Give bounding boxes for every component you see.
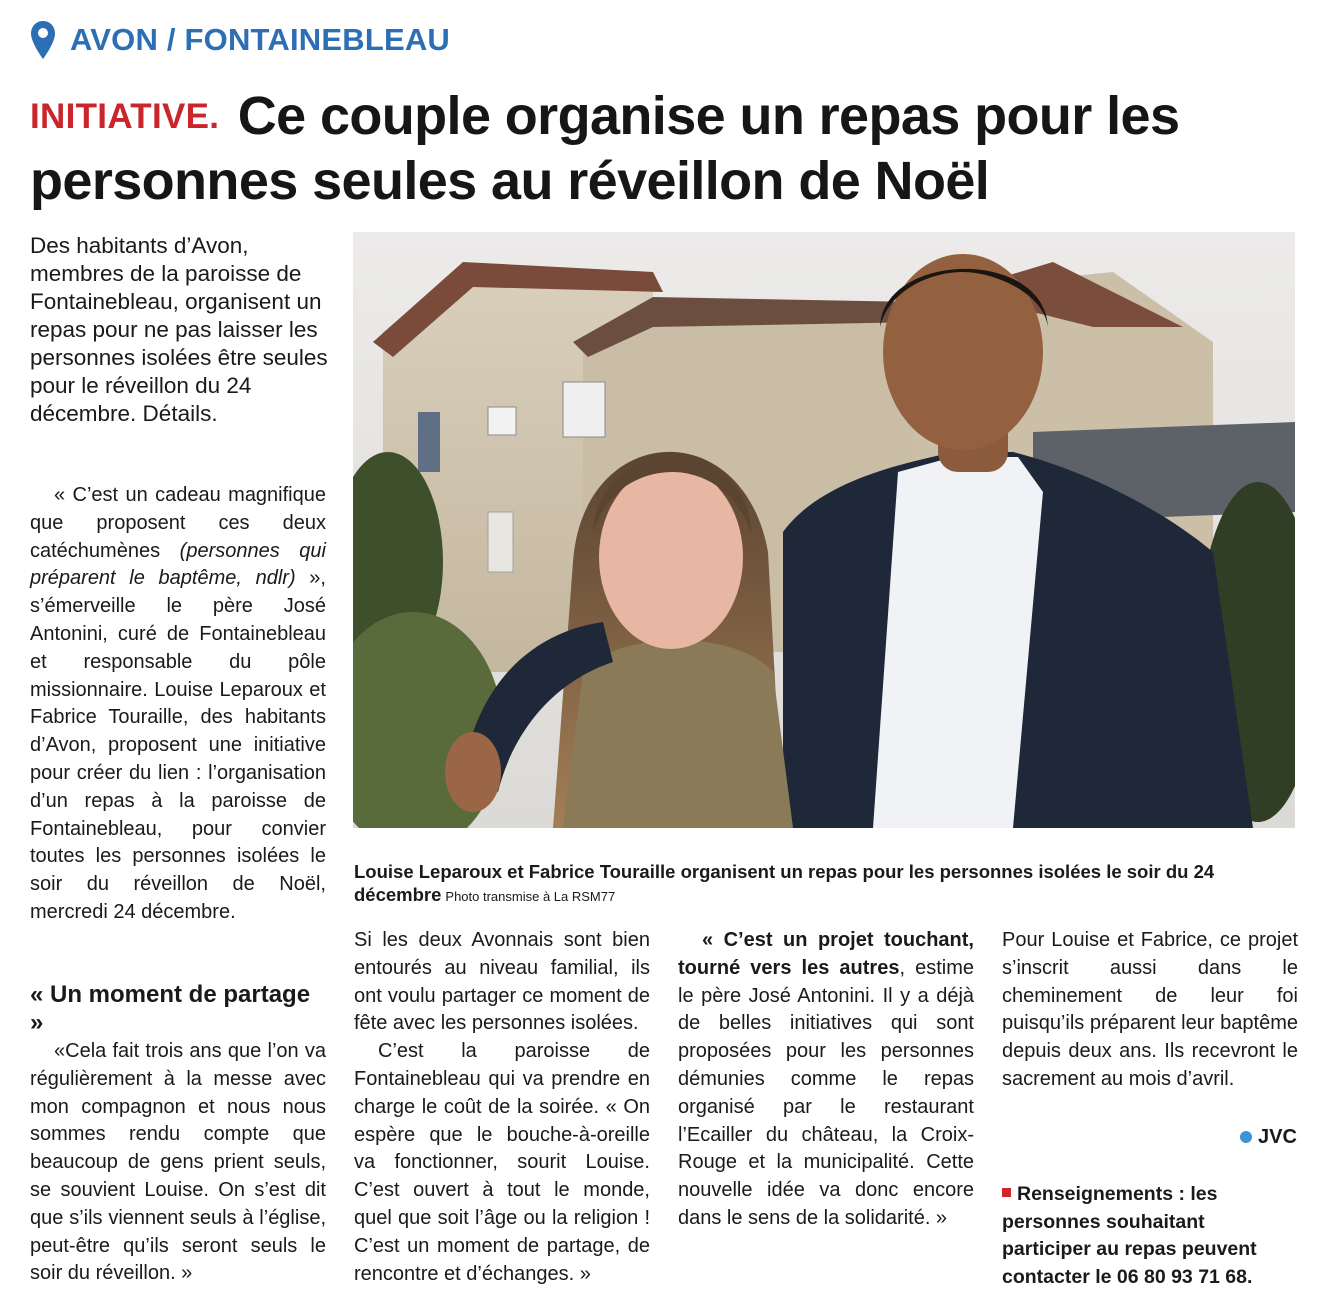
quote-part: On s’est dit que s’ils viennent seuls à l’église, peut-être qu’ils seront seuls le soir du réveillon. » [30,1178,326,1285]
caption-text: Louise Leparoux et Fabrice Touraille organisent un repas pour les personnes isolées le soir du 24 décembre [354,861,1215,905]
article-column-3 [678,927,974,1233]
article-column-1-continued [30,1038,326,1288]
paragraph-3 [354,1038,650,1288]
quote-part: C’est ouvert à tout le monde, quel que soit l’âge ou la religion ! C’est un moment de partage, de rencontre et d’échanges. » [354,1179,650,1285]
photo-credit: Photo transmise à La RSM77 [445,889,616,904]
photo-illustration [353,232,1295,828]
headline-kicker: INITIATIVE. [30,97,220,136]
paragraph-2-end [354,927,650,1038]
quote-part: « C’est un projet touchant, tourné vers les autres [678,929,974,979]
attribution-text: , sourit Louise. [492,1151,650,1174]
article-photo [353,232,1295,828]
quote-part: Il y a déjà de belles initiatives qui sont proposées pour les personnes démunies comme le repas organisé par le restaurant l’Ecailler du château, la Croix-Rouge et la municipalité. Cette nouvelle idée va donc encore dans le sens de la solidarité. » [678,984,975,1229]
headline-title: Ce couple organise un repas pour les personnes seules au réveillon de Noël [30,86,1180,211]
paragraph-text: », s’émerveille le père José Antonini, curé de Fontainebleau et responsable du pôle missionnaire. Louise Leparoux et Fabrice Touraille, des habitants d’Avon, proposent une initiative pour créer du lien : l’organisation d’un repas à la paroisse de Fontainebleau, pour convier toutes les personnes isolées le soir du réveillon de Noël, mercredi 24 décembre. [30,567,326,923]
paragraph-text: Pour Louise et Fabrice, ce projet s’inscrit aussi dans le cheminement de leur foi puisqu’ils préparent leur baptême depuis deux ans. Ils recevront le sacrement au mois d’avril. [1002,929,1298,1090]
info-square-icon [1002,1188,1011,1197]
map-pin-icon [30,20,56,60]
paragraph-4 [678,927,974,1233]
attribution-text: , se souvient Louise. [30,1151,326,1201]
article-headline [30,84,1300,213]
quote-aside: (personnes qui préparent le baptême, ndlr) [30,539,326,590]
article-column-4 [1002,927,1298,1094]
article-column-2 [354,927,650,1288]
paragraph-4-end [1002,927,1298,1094]
article-subheading: « Un moment de partage » [30,981,311,1036]
paragraph-text: Si les deux Avonnais sont bien entourés au niveau familial, ils ont voulu partager ce moment de fête avec les personnes isolées. [354,929,650,1035]
author-signature [1240,1125,1297,1149]
signature-text: JVC [1258,1126,1297,1148]
photo-caption [354,860,1299,908]
quote-part: «Cela fait trois ans que l’on va régulièrement à la messe avec mon compagnon et nous nous sommes rendu compte que beaucoup de gens prient seuls [30,1040,326,1174]
paragraph-text: C’est la paroisse de Fontainebleau qui va prendre en charge le coût de la soirée. [354,1040,650,1118]
info-text: Renseignements : les personnes souhaitant participer au repas peuvent contacter le 06 80 93 71 68. [1002,1183,1257,1288]
article-lead: Des habitants d’Avon, membres de la paroisse de Fontainebleau, organisent un repas pour ne pas laisser les personnes isolées être seules pour le réveillon du 24 décembre. Détails. [30,233,328,426]
info-box [1002,1181,1298,1291]
section-title: AVON / FONTAINEBLEAU [70,22,451,57]
quote-part: « On espère que le bouche-à-oreille va fonctionner [354,1095,651,1174]
article-column-1 [30,482,326,927]
quote-part: « C’est un cadeau magnifique que proposent ces deux catéchumènes [30,484,326,562]
attribution-text: , estime le père José Antonini. [678,956,974,1007]
section-rubric [30,18,450,62]
signature-dot-icon [1240,1131,1252,1143]
paragraph-2 [30,1038,326,1288]
paragraph-1 [30,482,326,927]
